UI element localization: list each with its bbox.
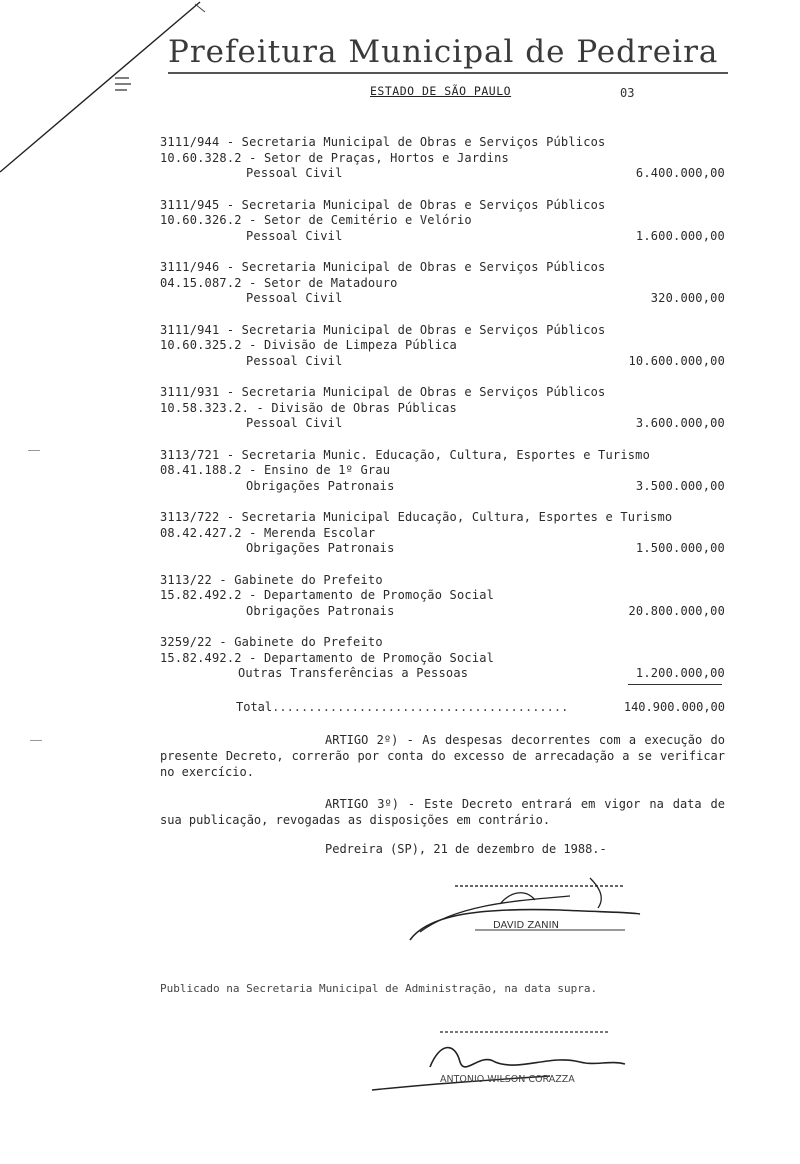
entry-program: 08.42.427.2 - Merenda Escolar — [160, 525, 376, 540]
stamp-mark — [113, 72, 133, 99]
signer-name: ANTONIO WILSON CORAZZA — [440, 1074, 575, 1085]
entry-category: Pessoal Civil — [246, 353, 343, 368]
entry-amount: 6.400.000,00 — [635, 166, 725, 180]
handwritten-signature — [370, 1022, 640, 1102]
signer-name: DAVID ZANIN — [493, 920, 559, 931]
entry-program: 15.82.492.2 - Departamento de Promoção Social — [160, 650, 495, 665]
entry-amount: 20.800.000,00 — [628, 603, 725, 618]
entry-department: 3111/931 - Secretaria Municipal de Obras e Serviços Públicos — [160, 385, 606, 399]
entry-department: 3111/946 - Secretaria Municipal de Obras e Serviços Públicos — [160, 260, 606, 274]
total-label: Total — [236, 700, 273, 714]
signature-block-mayor — [400, 872, 650, 956]
entry-program: 10.60.326.2 - Setor de Cemitério e Velório — [160, 213, 472, 227]
publication-note: Publicado na Secretaria Municipal de Administração, na data supra. — [160, 982, 598, 995]
entry-department: 3113/721 - Secretaria Munic. Educação, Cultura, Esportes e Turismo — [160, 447, 651, 462]
place-and-date: Pedreira (SP), 21 de dezembro de 1988.- — [325, 842, 607, 856]
article-3-text: - Este Decreto entrará em vigor na data de sua publicação, revogadas as disposições em contrário. — [160, 797, 726, 827]
entry-program: 10.60.325.2 - Divisão de Limpeza Pública — [160, 338, 457, 352]
total-leader-dots: ......................................... — [272, 700, 569, 714]
entry-amount: 3.600.000,00 — [635, 416, 725, 430]
article-3-heading: ARTIGO 3º) — [325, 797, 399, 811]
page-number: 03 — [620, 86, 635, 100]
entry-amount: 1.200.000,00 — [635, 666, 725, 680]
entry-category: Obrigações Patronais — [246, 478, 395, 493]
entry-program: 15.82.492.2 - Departamento de Promoção Social — [160, 588, 495, 602]
entry-program: 10.60.328.2 - Setor de Praças, Hortos e Jardins — [160, 150, 509, 165]
budget-entry — [160, 385, 725, 448]
entry-amount: 3.500.000,00 — [635, 478, 725, 493]
entry-category: Pessoal Civil — [246, 166, 343, 180]
budget-entry — [160, 323, 725, 386]
budget-entry — [160, 635, 725, 698]
entry-category: Pessoal Civil — [246, 416, 343, 430]
entry-amount: 1.500.000,00 — [635, 541, 725, 555]
entry-program: 08.41.188.2 - Ensino de 1º Grau — [160, 463, 391, 477]
budget-entry — [160, 448, 725, 511]
entry-category: Obrigações Patronais — [246, 603, 395, 618]
signature-block-administration — [370, 1022, 640, 1106]
article-2-paragraph — [160, 732, 725, 780]
entry-amount: 1.600.000,00 — [635, 228, 725, 243]
budget-entry — [160, 198, 725, 261]
entry-department: 3259/22 - Gabinete do Prefeito — [160, 635, 383, 649]
margin-mark — [28, 450, 40, 451]
entry-category: Pessoal Civil — [246, 228, 343, 243]
entry-department: 3111/945 - Secretaria Municipal de Obras e Serviços Públicos — [160, 197, 606, 212]
entry-department: 3111/944 - Secretaria Municipal de Obras e Serviços Públicos — [160, 135, 606, 149]
entry-amount: 10.600.000,00 — [628, 353, 725, 368]
total-amount: 140.900.000,00 — [623, 700, 725, 714]
margin-mark — [30, 740, 42, 741]
budget-entry — [160, 510, 725, 573]
entry-program: 10.58.323.2. - Divisão de Obras Públicas — [160, 400, 457, 415]
article-2-heading: ARTIGO 2º) — [325, 733, 399, 747]
article-2-text: - As despesas decorrentes com a execução do presente Decreto, correrão por conta do excesso de arrecadação a se verificar no exercício. — [160, 733, 725, 779]
entry-department: 3113/722 - Secretaria Municipal Educação, Cultura, Esportes e Turismo — [160, 510, 673, 524]
amount-underline — [628, 684, 722, 685]
article-3-paragraph — [160, 796, 725, 828]
entry-department: 3111/941 - Secretaria Municipal de Obras e Serviços Públicos — [160, 322, 606, 337]
budget-entry — [160, 260, 725, 323]
handwritten-signature — [400, 872, 650, 952]
budget-entry — [160, 573, 725, 636]
entry-amount: 320.000,00 — [650, 291, 725, 305]
entry-department: 3113/22 - Gabinete do Prefeito — [160, 572, 383, 587]
entry-program: 04.15.087.2 - Setor de Matadouro — [160, 275, 398, 290]
budget-entries-list — [160, 135, 725, 698]
budget-entry — [160, 135, 725, 198]
letterhead-title: Prefeitura Municipal de Pedreira — [168, 34, 728, 74]
total-row — [236, 700, 725, 714]
entry-category: Outras Transferências a Pessoas — [238, 666, 469, 680]
entry-category: Obrigações Patronais — [246, 541, 395, 555]
state-subtitle: ESTADO DE SÃO PAULO — [370, 84, 512, 98]
entry-category: Pessoal Civil — [246, 291, 343, 305]
